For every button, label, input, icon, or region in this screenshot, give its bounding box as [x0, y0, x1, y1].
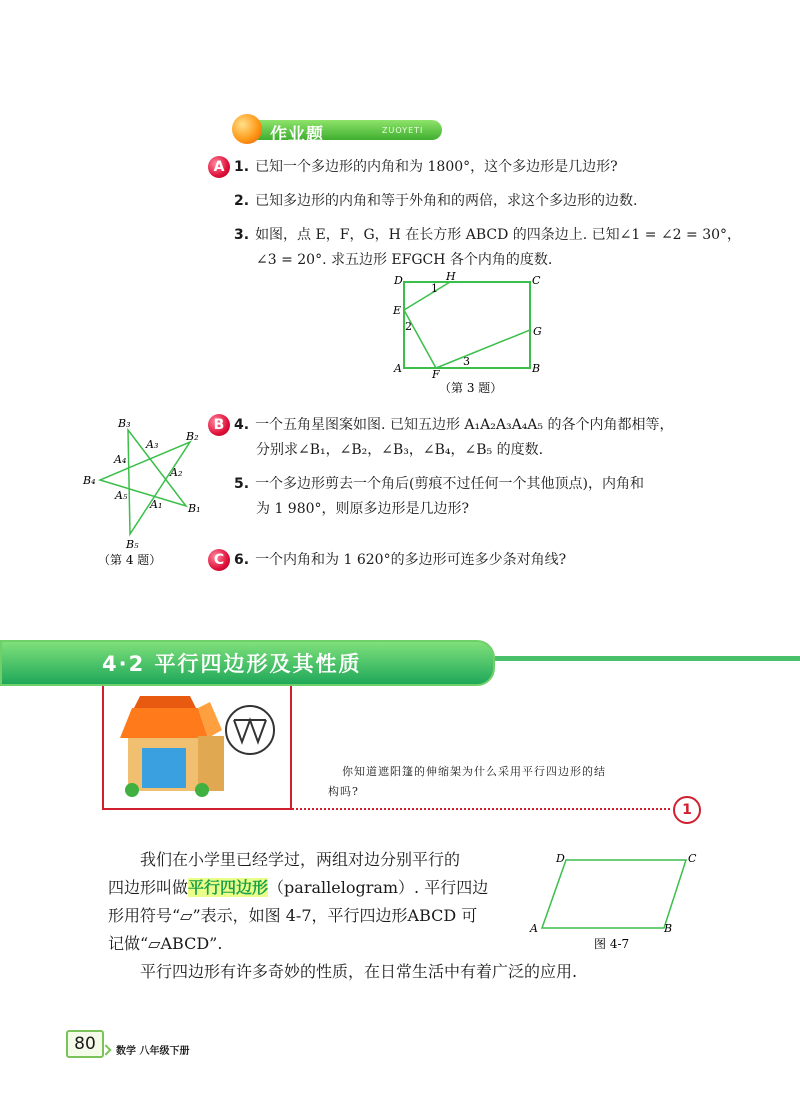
shop-awning: [120, 708, 208, 738]
intro-dotted-line: [292, 808, 670, 810]
angle-1: 1: [431, 282, 438, 295]
figure-4-7: [528, 848, 708, 952]
question-4: [234, 413, 673, 437]
question-text: 一个内角和为 1 620°的多边形可连多少条对角线?: [255, 552, 567, 568]
homework-title: 作业题: [270, 125, 324, 145]
question-text: 一个五角星图案如图. 已知五边形 A₁A₂A₃A₄A₅ 的各个内角都相等，: [255, 417, 674, 433]
label-B4: B₄: [83, 474, 96, 487]
p1-line3: 形用符号“▱”表示，如图 4-7，平行四边形ABCD 可: [108, 906, 478, 925]
p1-line2-pre: 四边形叫做: [108, 878, 189, 897]
star-shape: [100, 430, 190, 534]
label-E: E: [393, 304, 402, 317]
level-c-badge: C: [208, 549, 230, 571]
label-A5: A₅: [115, 489, 128, 502]
question-number: 3.: [234, 227, 250, 243]
p1-line4: 记做“▱ABCD”.: [108, 934, 223, 953]
body-paragraph-2: 平行四边形有许多奇妙的性质，在日常生活中有着广泛的应用.: [140, 962, 578, 981]
bush-right: [195, 783, 209, 797]
figure-3: [384, 268, 554, 396]
section-title: 4·2 平行四边形及其性质: [102, 652, 362, 676]
intro-question: [328, 762, 606, 802]
question-number: 4.: [234, 417, 250, 433]
question-text: 已知一个多边形的内角和为 1800°，这个多边形是几边形?: [255, 159, 618, 175]
question-number: 6.: [234, 552, 250, 568]
question-1: [234, 155, 618, 179]
intro-number-marker: 1: [673, 796, 701, 824]
label-G: G: [533, 325, 542, 338]
label-B: B: [532, 362, 541, 375]
question-5: [234, 472, 644, 496]
shop-window: [142, 748, 186, 788]
label-A3: A₃: [146, 438, 159, 451]
p1-line2: [108, 874, 528, 902]
question-text: 如图，点 E，F，G，H 在长方形 ABCD 的四条边上. 已知∠1 = ∠2 = 30°，: [255, 227, 742, 243]
angle-3: 3: [463, 355, 470, 368]
label-B2: B₂: [186, 430, 199, 443]
question-3: [234, 223, 741, 247]
shop-side-wall: [198, 736, 224, 791]
intro-question-line2: 构吗?: [328, 785, 359, 798]
label-C: C: [688, 852, 697, 865]
bush-left: [125, 783, 139, 797]
p1-line1: 我们在小学里已经学过，两组对边分别平行的: [140, 850, 461, 869]
level-b-badge: B: [208, 414, 230, 436]
label-D: D: [394, 274, 403, 287]
homework-banner: [232, 114, 444, 144]
label-B5: B₅: [126, 538, 139, 551]
shop-roof: [134, 696, 196, 708]
question-3-line2: ∠3 = 20°. 求五边形 EFGCH 各个内角的度数.: [256, 252, 553, 268]
question-text: 一个多边形剪去一个角后(剪痕不过任何一个其他顶点)，内角和: [255, 476, 644, 492]
label-A1: A₁: [150, 498, 163, 511]
label-A: A: [394, 362, 402, 375]
question-2: [234, 189, 638, 213]
question-number: 5.: [234, 476, 250, 492]
figure-4: [80, 412, 210, 568]
question-text: 已知多边形的内角和等于外角和的两倍，求这个多边形的边数.: [255, 193, 638, 209]
intro-question-line1: 你知道遮阳篷的伸缩架为什么采用平行四边形的结: [342, 765, 606, 778]
label-A: A: [530, 922, 538, 935]
label-B3: B₃: [118, 417, 131, 430]
question-6: [234, 548, 566, 572]
book-title: 数学 八年级下册: [116, 1046, 190, 1057]
figure-4-7-caption: 图 4-7: [594, 937, 630, 951]
figure-3-caption: （第 3 题）: [439, 381, 503, 395]
body-paragraph-1: [108, 846, 528, 958]
label-H: H: [446, 270, 456, 283]
label-D: D: [556, 852, 565, 865]
figure-4-caption: （第 4 题）: [98, 553, 162, 567]
label-A4: A₄: [114, 453, 127, 466]
intro-illustration-frame: [102, 686, 292, 810]
parallelogram-abcd: [542, 860, 686, 928]
angle-2: 2: [405, 320, 412, 333]
question-5-line2: 为 1 980°，则原多边形是几边形?: [256, 501, 470, 517]
magnifier-circle: [226, 706, 274, 754]
question-number: 1.: [234, 159, 250, 175]
label-B1: B₁: [188, 502, 201, 515]
homework-subtitle: ZUOYETI: [382, 126, 424, 135]
term-parallelogram: 平行四边形: [188, 878, 269, 897]
page-number: 80: [66, 1030, 104, 1058]
label-B: B: [664, 922, 673, 935]
question-4-line2: 分别求∠B₁，∠B₂，∠B₃，∠B₄，∠B₅ 的度数.: [256, 442, 544, 458]
label-C: C: [532, 274, 541, 287]
section-header-line: [495, 656, 800, 661]
level-a-badge: A: [208, 156, 230, 178]
p1-line2-post: （parallelogram）. 平行四边: [268, 878, 489, 897]
awning-shop-illustration: [104, 686, 290, 806]
label-F: F: [432, 368, 440, 381]
orange-ball-icon: [232, 114, 262, 144]
question-number: 2.: [234, 193, 250, 209]
label-A2: A₂: [170, 466, 183, 479]
